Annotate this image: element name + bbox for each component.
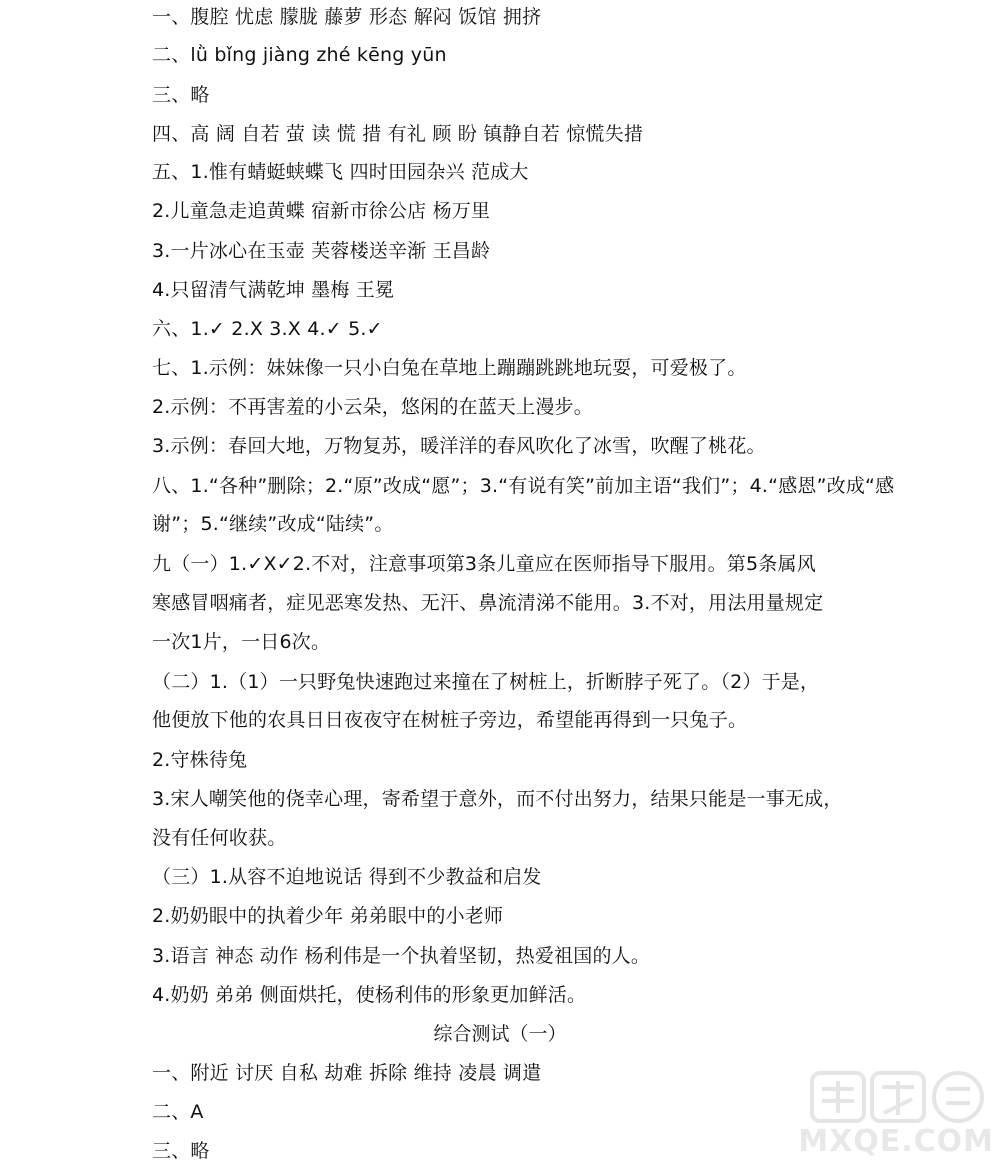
answer-line: 二、A xyxy=(152,1101,204,1123)
answer-line: 2.儿童急走追黄蝶 宿新市徐公店 杨万里 xyxy=(152,200,491,222)
answer-line: 一、腹腔 忧虑 朦胧 藤萝 形态 解闷 饭馆 拥挤 xyxy=(152,6,542,28)
answer-line: 4.只留清气满乾坤 墨梅 王冕 xyxy=(152,279,395,301)
answer-line: 他便放下他的农具日日夜夜守在树桩子旁边，希望能再得到一只兔子。 xyxy=(152,709,748,731)
answer-line: 寒感冒咽痛者，症见恶寒发热、无汗、鼻流清涕不能用。3.不对，用法用量规定 xyxy=(152,592,824,614)
answer-line: 3.示例：春回大地，万物复苏，暖洋洋的春风吹化了冰雪，吹醒了桃花。 xyxy=(152,435,766,457)
answer-line: 四、高 阔 自若 萤 读 慌 措 有礼 顾 盼 镇静自若 惊慌失措 xyxy=(152,123,644,145)
answer-line: 五、1.惟有蜻蜓蛱蝶飞 四时田园杂兴 范成大 xyxy=(152,161,529,183)
watermark-logo-icon xyxy=(804,1067,994,1127)
answer-line: 八、1.“各种”删除；2.“原”改成“愿”；3.“有说有笑”前加主语“我们”；4.“感恩”改成“感 xyxy=(152,475,895,497)
answer-line: 谢”；5.“继续”改成“陆续”。 xyxy=(152,513,394,535)
answer-line: 2.示例：不再害羞的小云朵，悠闲的在蓝天上漫步。 xyxy=(152,396,593,418)
answer-line: 三、略 xyxy=(152,84,210,106)
answer-line: 一、附近 讨厌 自私 劫难 拆除 维持 凌晨 调遣 xyxy=(152,1062,542,1084)
answer-line: 4.奶奶 弟弟 侧面烘托，使杨利伟的形象更加鲜活。 xyxy=(152,984,587,1006)
answer-line: 3.语言 神态 动作 杨利伟是一个执着坚韧，热爱祖国的人。 xyxy=(152,945,651,967)
answer-line: 3.宋人嘲笑他的侥幸心理，寄希望于意外，而不付出努力，结果只能是一事无成， xyxy=(152,788,843,810)
answer-line: 九（一）1.✓X✓2.不对，注意事项第3条儿童应在医师指导下服用。第5条属风 xyxy=(152,553,816,575)
section-title: 综合测试（一） xyxy=(433,1023,567,1045)
answer-line: （二）1.（1）一只野兔快速跑过来撞在了树桩上，折断脖子死了。（2）于是， xyxy=(152,671,820,693)
answer-line: 六、1.✓ 2.X 3.X 4.✓ 5.✓ xyxy=(152,318,383,340)
answer-line: 一次1片，一日6次。 xyxy=(152,631,331,653)
watermark-logo xyxy=(798,1067,994,1159)
answer-line: 没有任何收获。 xyxy=(152,827,287,849)
answer-line: 3.一片冰心在玉壶 芙蓉楼送辛渐 王昌龄 xyxy=(152,240,491,262)
watermark-text: MXQE.COM xyxy=(798,1124,994,1159)
answer-line: 三、略 xyxy=(152,1140,210,1162)
answer-line: 2.守株待兔 xyxy=(152,749,248,771)
answer-line: 2.奶奶眼中的执着少年 弟弟眼中的小老师 xyxy=(152,905,504,927)
answer-line: （三）1.从容不迫地说话 得到不少教益和启发 xyxy=(152,866,542,888)
answer-line: 二、lǜ bǐng jiàng zhé kēng yūn xyxy=(152,44,447,66)
answer-line: 七、1.示例：妹妹像一只小白兔在草地上蹦蹦跳跳地玩耍，可爱极了。 xyxy=(152,357,747,379)
